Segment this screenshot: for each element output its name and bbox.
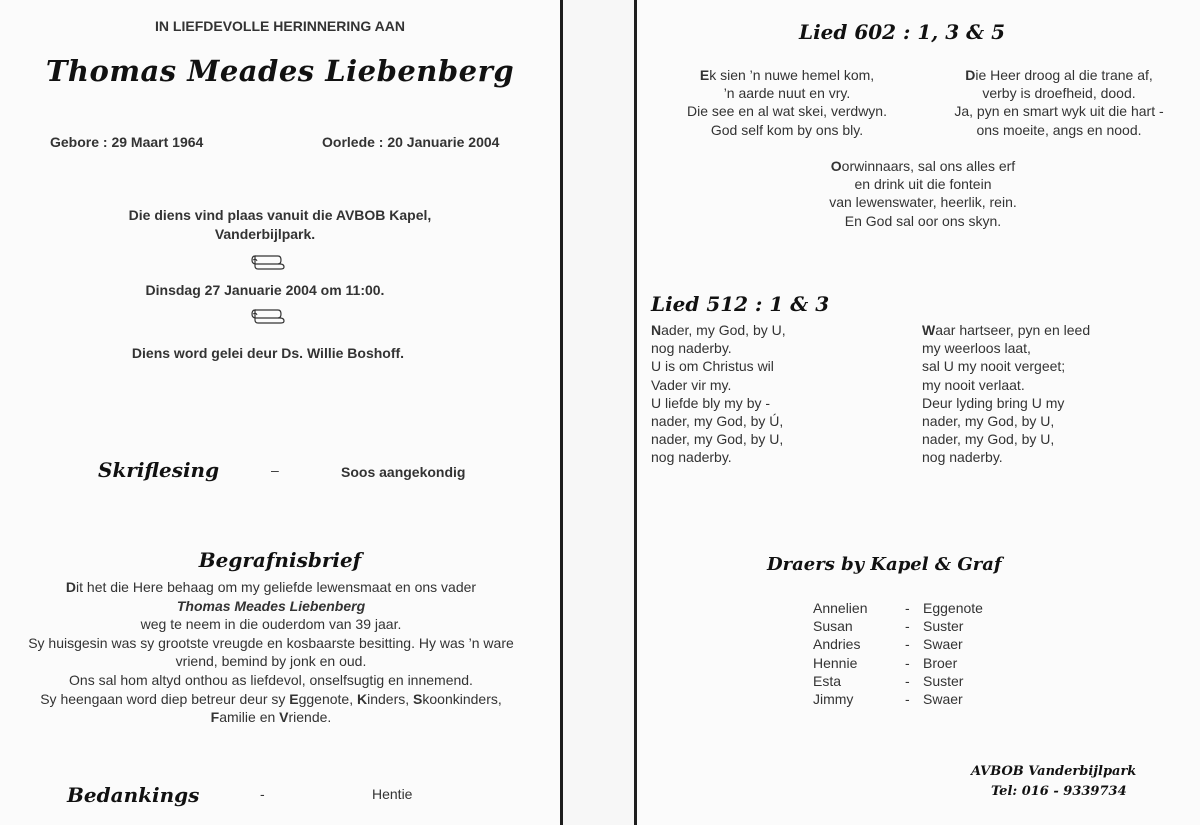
letter-line: Sy heengaan word diep betreur deur sy Eggenote, Kinders, Skoonkinders, [40,690,502,707]
bearer-relation: Eggenote [923,600,983,616]
footer-phone: Tel: 016 - 9339734 [991,784,1127,799]
verse-line: nader, my God, by U, [922,431,1055,448]
verse-line: nader, my God, by Ú, [651,413,784,430]
officiant-line: Diens word gelei deur Ds. Willie Boshoff. [131,345,405,361]
letter-line: vriend, bemind by jonk en oud. [175,653,367,670]
bearer-row [813,655,1033,673]
bearer-dash: - [905,654,910,671]
bearer-row [813,691,1033,709]
memorial-header: IN LIEFDEVOLLE HERINNERING AAN [155,18,405,34]
verse-line: en drink uit die fontein [854,176,992,193]
verse-line: ons moeite, angs en nood. [976,121,1142,138]
page-gutter [563,0,634,825]
verse-line: ’n aarde nuut en vry. [723,85,851,102]
scripture-heading: Skriflesing [98,458,220,482]
hymn-512-title: Lied 512 : 1 & 3 [651,292,830,316]
thanks-value: Hentie [372,786,413,802]
bearer-dash: - [905,636,910,653]
funeral-letter-body [0,578,542,727]
verse-line: nog naderby. [922,449,1003,466]
letter-name-line: Thomas Meades Liebenberg [176,597,366,614]
bearer-name: Jimmy [813,691,854,707]
verse-line: U liefde bly my by - [651,394,771,411]
bearer-relation: Suster [923,618,964,635]
birth-date: Gebore : 29 Maart 1964 [50,134,204,150]
verse-line: van lewenswater, heerlik, rein. [829,194,1017,211]
verse-line: Die Heer droog al die trane af, [965,67,1153,83]
verse-line: Ja, pyn en smart wyk uit die hart - [954,103,1164,120]
bearer-relation: Broer [923,654,958,671]
bearer-dash: - [905,691,910,707]
bearer-relation: Swaer [923,636,963,653]
service-location-line1: Die diens vind plaas vanuit die AVBOB Kapel, [128,207,432,223]
verse-line: nader, my God, by U, [922,413,1055,430]
verse-line: Ek sien ’n nuwe hemel kom, [699,67,875,83]
verse-line: Waar hartseer, pyn en leed [922,322,1091,338]
deceased-name: Thomas Meades Liebenberg [45,54,515,88]
thanks-dash: - [260,786,265,802]
bearer-name: Susan [813,618,853,635]
footer-funeral-home: AVBOB Vanderbijlpark [971,764,1137,779]
verse-line: Nader, my God, by U, [651,322,786,338]
hymn-512-verse-3 [922,321,1090,467]
bearer-dash: - [905,600,910,616]
letter-line: weg te neem in die ouderdom van 39 jaar. [140,616,402,633]
verse-line: En God sal oor ons skyn. [844,212,1002,229]
bearer-dash: - [905,618,910,635]
right-page [634,0,1200,825]
left-page [0,0,563,825]
letter-line: Sy huisgesin was sy grootste vreugde en kosbaarste besitting. Hy was ’n ware [28,634,514,651]
bearer-row [813,618,1033,636]
bearer-name: Andries [813,636,861,653]
bearer-row [813,673,1033,691]
letter-line: Dit het die Here behaag om my geliefde lewensmaat en ons vader [65,579,477,595]
verse-line: my weerloos laat, [922,340,1031,357]
verse-line: Deur lyding bring U my [922,394,1065,411]
thanks-heading: Bedankings [67,783,200,807]
hymn-602-verse-5 [637,157,1200,230]
scripture-value: Soos aangekondig [341,464,466,480]
bearer-relation: Suster [923,672,964,689]
verse-line: my nooit verlaat. [922,376,1025,393]
service-location-line2: Vanderbijlpark. [214,226,316,242]
bearer-row [813,636,1033,654]
bearer-name: Annelien [813,600,868,616]
verse-line: Die see en al wat skei, verdwyn. [687,103,887,120]
bearers-title: Draers by Kapel & Graf [767,554,1002,575]
verse-line: U is om Christus wil [651,358,774,375]
verse-line: God self kom by ons bly. [710,121,864,138]
scroll-ornament-icon [250,306,286,324]
hymn-602-title: Lied 602 : 1, 3 & 5 [799,20,1006,44]
verse-line: nog naderby. [651,449,732,466]
verse-line: nog naderby. [651,340,732,357]
bearer-name: Esta [813,672,842,689]
verse-line: nader, my God, by U, [651,431,784,448]
verse-line: sal U my nooit vergeet; [922,358,1066,375]
letter-line: Ons sal hom altyd onthou as liefdevol, onselfsugtig en innemend. [69,671,473,688]
service-date: Dinsdag 27 Januarie 2004 om 11:00. [145,282,385,298]
verse-line: Oorwinnaars, sal ons alles erf [830,158,1016,174]
scroll-ornament-icon [250,252,286,270]
bearer-relation: Swaer [923,691,963,707]
verse-line: verby is droefheid, dood. [982,85,1136,102]
hymn-512-verse-1 [651,321,786,467]
funeral-letter-heading: Begrafnisbrief [198,548,362,572]
letter-line: Familie en Vriende. [210,709,332,726]
bearer-row [813,600,1033,618]
bearer-dash: - [905,672,910,689]
hymn-602-verse-1 [637,66,937,139]
death-date: Oorlede : 20 Januarie 2004 [322,134,500,150]
bearer-name: Hennie [813,654,858,671]
verse-line: Vader vir my. [651,376,732,393]
hymn-602-verse-3 [937,66,1181,139]
scripture-dash: – [271,462,279,478]
